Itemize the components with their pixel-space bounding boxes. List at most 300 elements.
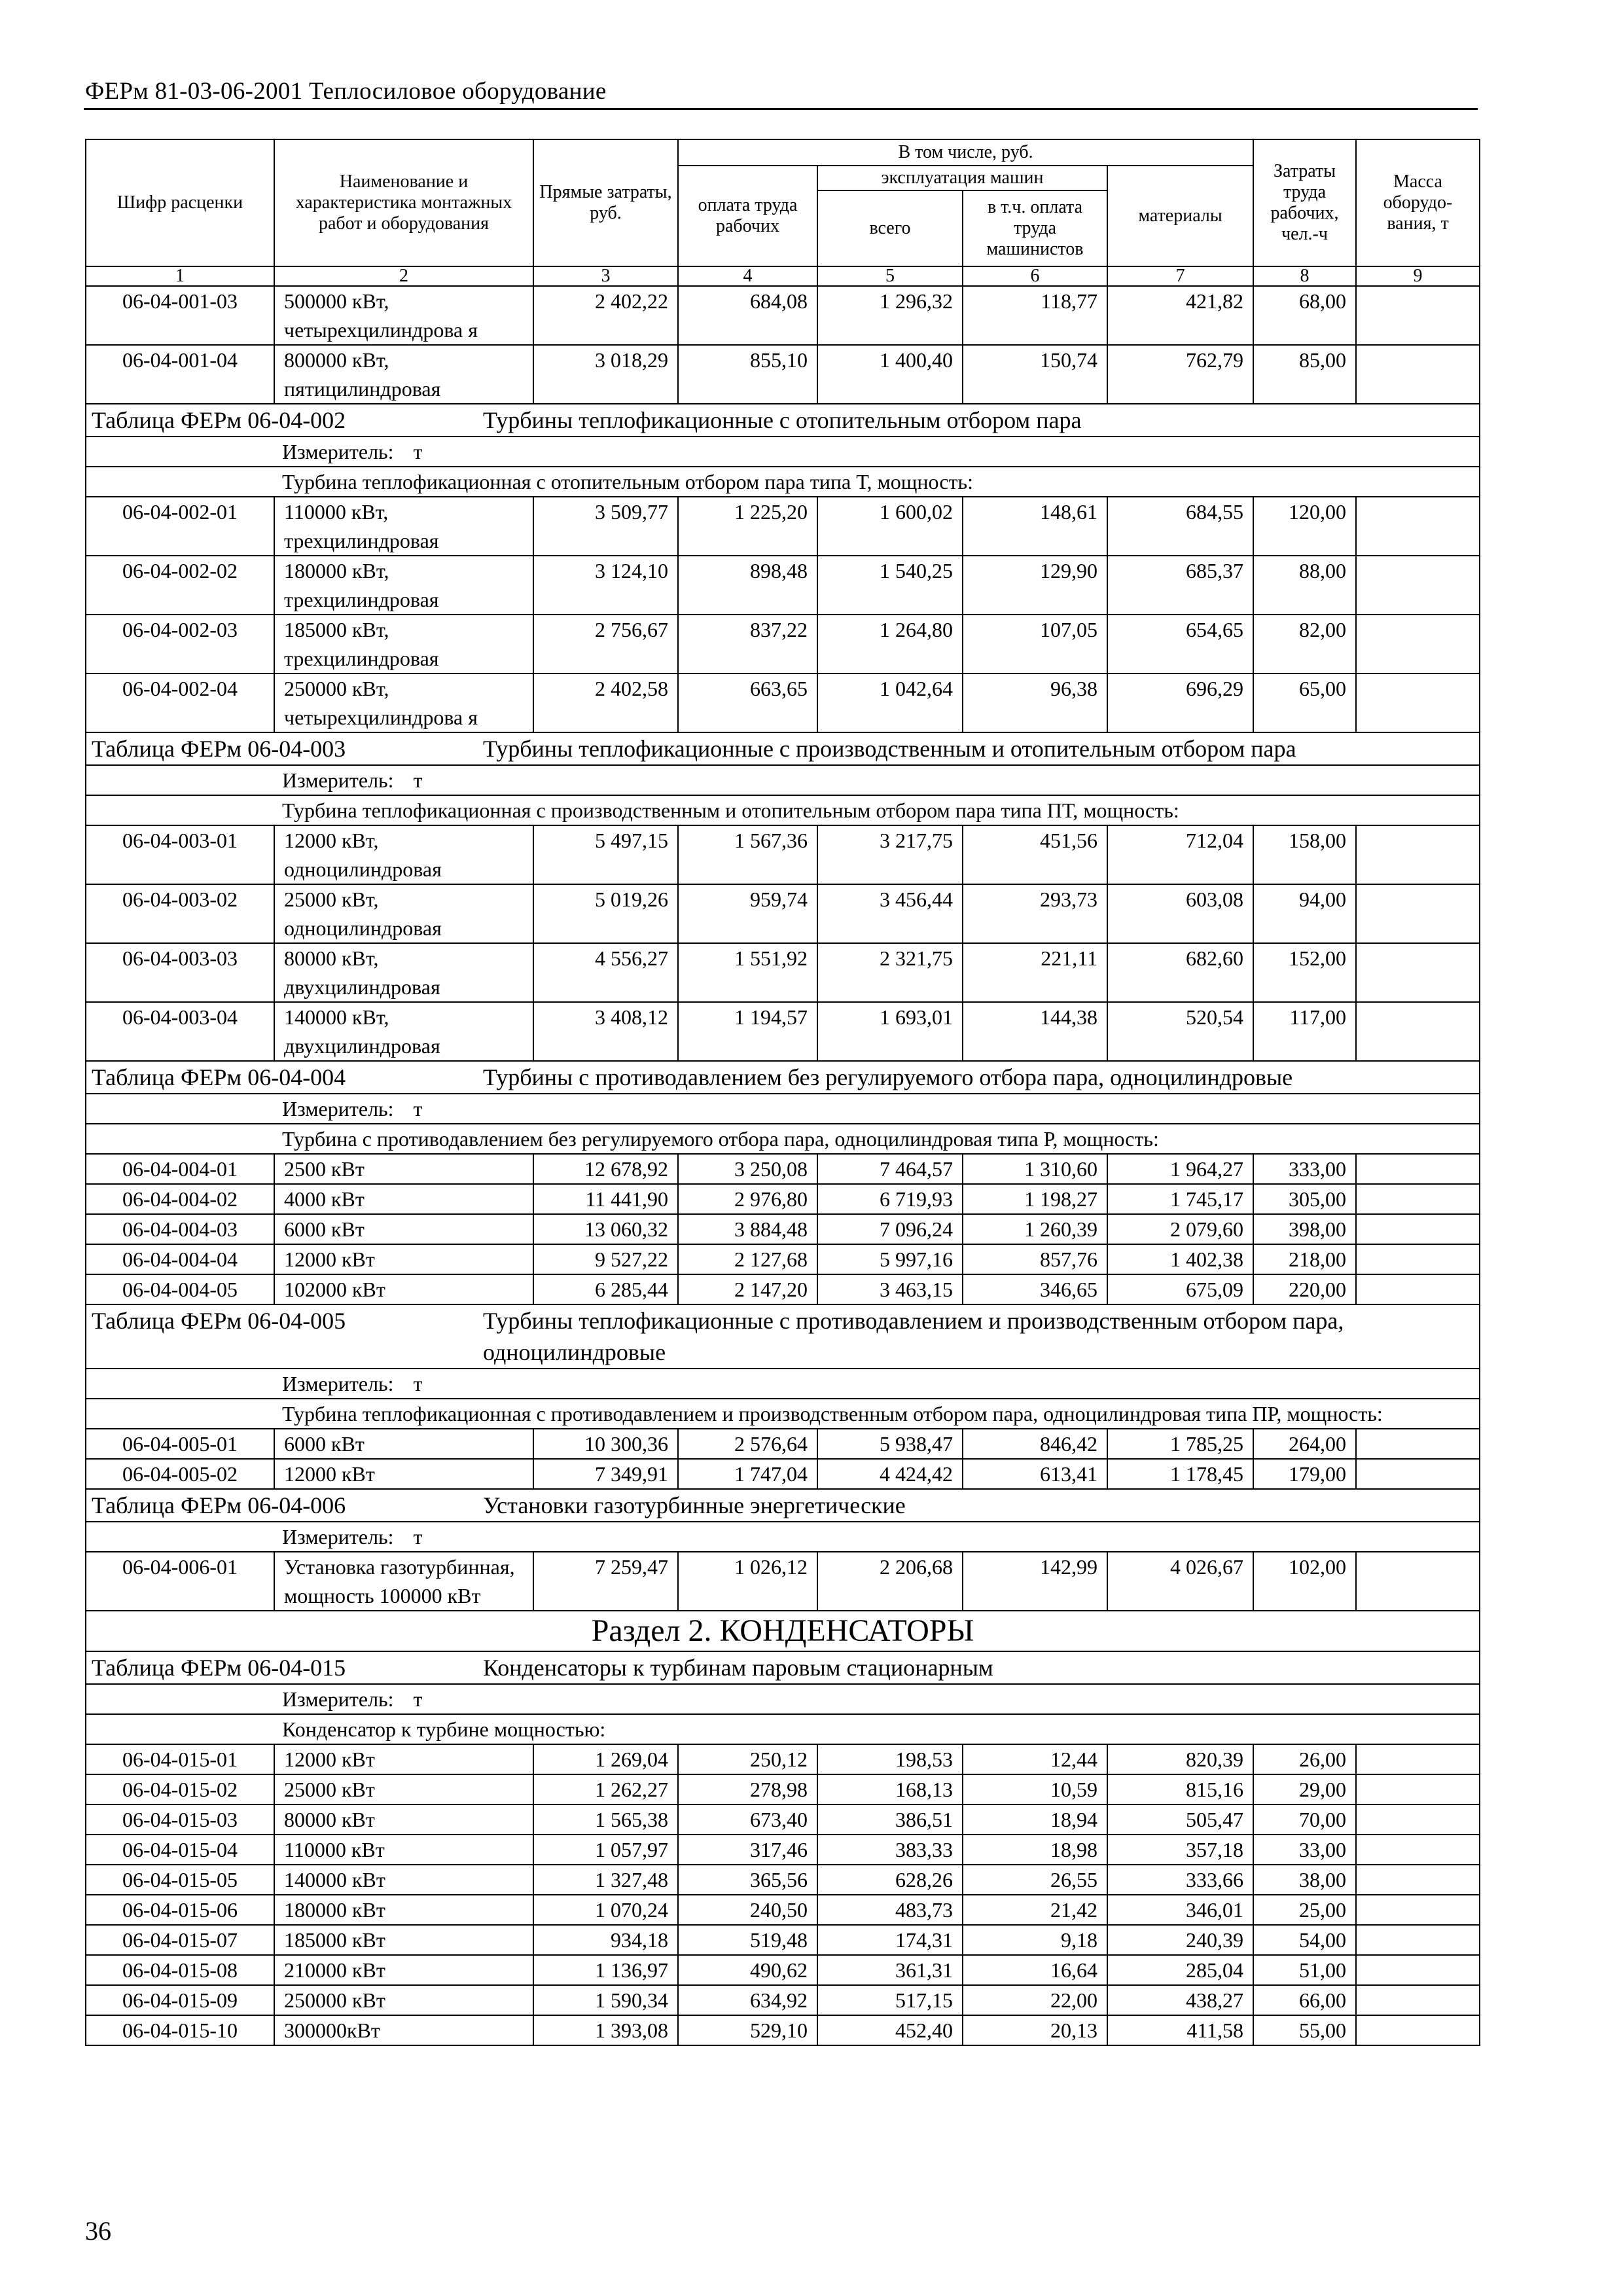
labor-cost-value: 55,00 [1253,2015,1356,2045]
work-name: 4000 кВт [274,1184,533,1214]
labor-pay-value: 529,10 [678,2015,817,2045]
equipment-mass-value [1356,2015,1480,2045]
machinist-pay-value: 22,00 [963,1985,1107,2015]
direct-costs-value: 3 018,29 [533,345,678,404]
work-name: 140000 кВт, двухцилиндровая [274,1002,533,1061]
col-header-labor-cost: Затраты труда рабочих, чел.-ч [1253,139,1356,266]
equipment-mass-value [1356,615,1480,673]
work-name: 110000 кВт [274,1835,533,1865]
document-header-title: ФЕРм 81-03-06-2001 Теплосиловое оборудование [85,78,607,105]
equipment-mass-value [1356,286,1480,345]
equipment-mass-value [1356,1002,1480,1061]
work-name: 250000 кВт, четырехцилиндрова я [274,673,533,732]
labor-cost-value: 70,00 [1253,1804,1356,1835]
column-number: 2 [274,266,533,286]
table-row [86,884,1480,943]
table-heading-row [86,732,1480,765]
direct-costs-value: 2 402,58 [533,673,678,732]
machines-total-value: 7 096,24 [817,1214,963,1244]
machines-total-value: 5 938,47 [817,1429,963,1459]
equipment-mass-value [1356,1835,1480,1865]
machines-total-value: 361,31 [817,1955,963,1985]
machinist-pay-value: 613,41 [963,1459,1107,1489]
labor-cost-value: 305,00 [1253,1184,1356,1214]
col-header-machines-total: всего [817,190,963,266]
machinist-pay-value: 12,44 [963,1744,1107,1774]
machines-total-value: 174,31 [817,1925,963,1955]
table-heading-row [86,1489,1480,1522]
table-heading-row [86,1304,1480,1369]
group-description-cell [86,467,1480,497]
labor-cost-value: 54,00 [1253,1925,1356,1955]
equipment-mass-value [1356,1744,1480,1774]
measure-unit: т [413,440,423,463]
section-heading-row [86,1611,1480,1651]
direct-costs-value: 2 756,67 [533,615,678,673]
table-heading-label: Таблица ФЕРм 06-04-006 [92,1492,346,1518]
table-row [86,1865,1480,1895]
work-name: 250000 кВт [274,1985,533,2015]
materials-value: 762,79 [1107,345,1253,404]
equipment-mass-value [1356,345,1480,404]
machinist-pay-value: 150,74 [963,345,1107,404]
labor-cost-value: 94,00 [1253,884,1356,943]
labor-cost-value: 82,00 [1253,615,1356,673]
direct-costs-value: 3 408,12 [533,1002,678,1061]
table-heading-row [86,404,1480,437]
table-row [86,345,1480,404]
labor-cost-value: 51,00 [1253,1955,1356,1985]
labor-pay-value: 240,50 [678,1895,817,1925]
table-heading-label: Таблица ФЕРм 06-04-005 [92,1308,346,1334]
table-row [86,1184,1480,1214]
direct-costs-value: 10 300,36 [533,1429,678,1459]
table-row [86,1985,1480,2015]
table-row [86,1955,1480,1985]
measure-unit-row [86,1094,1480,1124]
equipment-mass-value [1356,1925,1480,1955]
machines-total-value: 2 206,68 [817,1552,963,1611]
direct-costs-value: 5 019,26 [533,884,678,943]
materials-value: 2 079,60 [1107,1214,1253,1244]
work-name: 80000 кВт, двухцилиндровая [274,943,533,1002]
direct-costs-value: 934,18 [533,1925,678,1955]
table-row [86,286,1480,345]
rate-code: 06-04-006-01 [86,1552,274,1611]
rate-code: 06-04-015-01 [86,1744,274,1774]
table-heading-title: Турбины теплофикационные с отопительным отбором пара [483,407,1082,433]
machines-total-value: 1 042,64 [817,673,963,732]
measure-unit: т [413,1525,423,1549]
equipment-mass-value [1356,1459,1480,1489]
table-heading-title: Турбины теплофикационные с производственным и отопительным отбором пара [483,736,1296,762]
rate-code: 06-04-015-09 [86,1985,274,2015]
work-name: 6000 кВт [274,1429,533,1459]
machinist-pay-value: 144,38 [963,1002,1107,1061]
machines-total-value: 386,51 [817,1804,963,1835]
table-heading [92,1305,1474,1368]
rate-code: 06-04-003-04 [86,1002,274,1061]
equipment-mass-value [1356,1865,1480,1895]
column-number: 7 [1107,266,1253,286]
rate-code: 06-04-004-02 [86,1184,274,1214]
labor-pay-value: 1 551,92 [678,943,817,1002]
measure-unit-cell [86,1522,1480,1552]
table-row [86,1835,1480,1865]
rate-code: 06-04-004-04 [86,1244,274,1274]
labor-cost-value: 66,00 [1253,1985,1356,2015]
work-name: 180000 кВт, трехцилиндровая [274,556,533,615]
labor-pay-value: 634,92 [678,1985,817,2015]
column-number: 3 [533,266,678,286]
measure-unit: т [413,1097,423,1121]
labor-cost-value: 38,00 [1253,1865,1356,1895]
machinist-pay-value: 1 260,39 [963,1214,1107,1244]
table-row [86,825,1480,884]
direct-costs-value: 9 527,22 [533,1244,678,1274]
measure-unit-cell [86,437,1480,467]
direct-costs-value: 2 402,22 [533,286,678,345]
labor-pay-value: 2 576,64 [678,1429,817,1459]
materials-value: 411,58 [1107,2015,1253,2045]
rate-code: 06-04-015-05 [86,1865,274,1895]
table-row [86,556,1480,615]
group-description-cell [86,1399,1480,1429]
machinist-pay-value: 118,77 [963,286,1107,345]
direct-costs-value: 1 590,34 [533,1985,678,2015]
machinist-pay-value: 293,73 [963,884,1107,943]
labor-cost-value: 85,00 [1253,345,1356,404]
rate-code: 06-04-003-02 [86,884,274,943]
labor-cost-value: 179,00 [1253,1459,1356,1489]
table-row [86,1002,1480,1061]
machines-total-value: 3 456,44 [817,884,963,943]
machines-total-value: 4 424,42 [817,1459,963,1489]
labor-pay-value: 278,98 [678,1774,817,1804]
column-number-row [86,266,1480,286]
labor-pay-value: 250,12 [678,1744,817,1774]
rate-code: 06-04-015-06 [86,1895,274,1925]
materials-value: 346,01 [1107,1895,1253,1925]
direct-costs-value: 7 349,91 [533,1459,678,1489]
labor-cost-value: 26,00 [1253,1744,1356,1774]
column-number: 9 [1356,266,1480,286]
machines-total-value: 5 997,16 [817,1244,963,1274]
measure-label: Измеритель: [282,1372,394,1395]
labor-cost-value: 398,00 [1253,1214,1356,1244]
machines-total-value: 168,13 [817,1774,963,1804]
group-description: Турбина теплофикационная с отопительным отбором пара типа Т, мощность: [282,470,974,493]
rate-code: 06-04-004-05 [86,1274,274,1304]
labor-cost-value: 25,00 [1253,1895,1356,1925]
measure-unit: т [413,1687,423,1711]
table-row [86,1429,1480,1459]
machinist-pay-value: 18,98 [963,1835,1107,1865]
rate-code: 06-04-001-04 [86,345,274,404]
direct-costs-value: 5 497,15 [533,825,678,884]
measure-label: Измеритель: [282,768,394,792]
rate-code: 06-04-015-08 [86,1955,274,1985]
direct-costs-value: 12 678,92 [533,1154,678,1184]
measure-unit-row [86,437,1480,467]
labor-pay-value: 2 127,68 [678,1244,817,1274]
equipment-mass-value [1356,825,1480,884]
materials-value: 333,66 [1107,1865,1253,1895]
table-row [86,673,1480,732]
machinist-pay-value: 1 310,60 [963,1154,1107,1184]
materials-value: 682,60 [1107,943,1253,1002]
labor-cost-value: 152,00 [1253,943,1356,1002]
direct-costs-value: 3 509,77 [533,497,678,556]
work-name: 12000 кВт, одноцилиндровая [274,825,533,884]
measure-unit-cell [86,1684,1480,1714]
equipment-mass-value [1356,1244,1480,1274]
materials-value: 684,55 [1107,497,1253,556]
col-header-machinist-pay: в т.ч. оплата труда машинистов [963,190,1107,266]
table-heading [92,404,1474,436]
measure-label: Измеритель: [282,1687,394,1711]
machinist-pay-value: 346,65 [963,1274,1107,1304]
machines-total-value: 483,73 [817,1895,963,1925]
table-row [86,1895,1480,1925]
rate-code: 06-04-002-04 [86,673,274,732]
labor-pay-value: 2 976,80 [678,1184,817,1214]
work-name: 25000 кВт [274,1774,533,1804]
labor-cost-value: 29,00 [1253,1774,1356,1804]
materials-value: 1 745,17 [1107,1184,1253,1214]
machinist-pay-value: 148,61 [963,497,1107,556]
work-name: 210000 кВт [274,1955,533,1985]
equipment-mass-value [1356,943,1480,1002]
machinist-pay-value: 26,55 [963,1865,1107,1895]
col-header-labor-pay: оплата труда рабочих [678,166,817,266]
measure-unit-cell [86,1369,1480,1399]
work-name: 12000 кВт [274,1459,533,1489]
table-row [86,1744,1480,1774]
direct-costs-value: 1 327,48 [533,1865,678,1895]
work-name: 300000кВт [274,2015,533,2045]
work-name: 12000 кВт [274,1244,533,1274]
table-row [86,1552,1480,1611]
rate-code: 06-04-004-01 [86,1154,274,1184]
work-name: 2500 кВт [274,1154,533,1184]
equipment-mass-value [1356,1429,1480,1459]
column-number: 1 [86,266,274,286]
measure-label: Измеритель: [282,1097,394,1121]
group-description-row [86,467,1480,497]
direct-costs-value: 6 285,44 [533,1274,678,1304]
table-row [86,1154,1480,1184]
table-heading-title: Турбины с противодавлением без регулируемого отбора пара, одноцилиндровые [483,1064,1293,1090]
table-row [86,1774,1480,1804]
labor-cost-value: 218,00 [1253,1244,1356,1274]
group-description-row [86,1714,1480,1744]
materials-value: 1 785,25 [1107,1429,1253,1459]
materials-value: 712,04 [1107,825,1253,884]
machinist-pay-value: 20,13 [963,2015,1107,2045]
measure-unit: т [413,768,423,792]
rate-code: 06-04-015-10 [86,2015,274,2045]
column-number: 5 [817,266,963,286]
machines-total-value: 1 296,32 [817,286,963,345]
machines-total-value: 2 321,75 [817,943,963,1002]
measure-unit-cell [86,765,1480,795]
labor-cost-value: 88,00 [1253,556,1356,615]
machinist-pay-value: 10,59 [963,1774,1107,1804]
measure-unit-row [86,765,1480,795]
labor-cost-value: 120,00 [1253,497,1356,556]
machines-total-value: 1 540,25 [817,556,963,615]
measure-unit: т [413,1372,423,1395]
column-number: 8 [1253,266,1356,286]
table-row [86,1244,1480,1274]
col-header-mass: Масса оборудо-вания, т [1356,139,1480,266]
labor-cost-value: 117,00 [1253,1002,1356,1061]
equipment-mass-value [1356,1955,1480,1985]
col-header-name: Наименование и характеристика монтажных работ и оборудования [274,139,533,266]
labor-pay-value: 317,46 [678,1835,817,1865]
direct-costs-value: 1 262,27 [533,1774,678,1804]
table-row [86,1274,1480,1304]
machines-total-value: 3 463,15 [817,1274,963,1304]
machines-total-value: 6 719,93 [817,1184,963,1214]
page-number: 36 [85,2216,111,2246]
direct-costs-value: 4 556,27 [533,943,678,1002]
direct-costs-value: 13 060,32 [533,1214,678,1244]
col-header-code: Шифр расценки [86,139,274,266]
equipment-mass-value [1356,1804,1480,1835]
direct-costs-value: 1 269,04 [533,1744,678,1774]
machinist-pay-value: 21,42 [963,1895,1107,1925]
machines-total-value: 198,53 [817,1744,963,1774]
labor-cost-value: 33,00 [1253,1835,1356,1865]
table-heading-cell [86,1651,1480,1684]
table-heading-cell [86,1304,1480,1369]
materials-value: 520,54 [1107,1002,1253,1061]
labor-cost-value: 333,00 [1253,1154,1356,1184]
direct-costs-value: 3 124,10 [533,556,678,615]
table-heading-label: Таблица ФЕРм 06-04-002 [92,407,346,433]
machinist-pay-value: 107,05 [963,615,1107,673]
materials-value: 815,16 [1107,1774,1253,1804]
materials-value: 696,29 [1107,673,1253,732]
measure-unit-row [86,1684,1480,1714]
rate-code: 06-04-015-02 [86,1774,274,1804]
labor-pay-value: 837,22 [678,615,817,673]
materials-value: 505,47 [1107,1804,1253,1835]
equipment-mass-value [1356,1154,1480,1184]
machines-total-value: 1 600,02 [817,497,963,556]
materials-value: 240,39 [1107,1925,1253,1955]
table-heading [92,1490,1474,1521]
work-name: Установка газотурбинная, мощность 100000 кВт [274,1552,533,1611]
materials-value: 1 964,27 [1107,1154,1253,1184]
machinist-pay-value: 1 198,27 [963,1184,1107,1214]
group-description: Турбина теплофикационная с противодавлением и производственным отбором пара, одноцилиндровая типа ПР, мощность: [282,1402,1383,1426]
equipment-mass-value [1356,1774,1480,1804]
table-row [86,1804,1480,1835]
labor-pay-value: 1 747,04 [678,1459,817,1489]
column-number: 6 [963,266,1107,286]
table-heading-cell [86,1061,1480,1094]
labor-pay-value: 3 884,48 [678,1214,817,1244]
materials-value: 421,82 [1107,286,1253,345]
machinist-pay-value: 16,64 [963,1955,1107,1985]
direct-costs-value: 1 070,24 [533,1895,678,1925]
table-heading-title: Турбины теплофикационные с противодавлением и производственным отбором пара, одноцилиндровые [483,1308,1344,1365]
labor-pay-value: 673,40 [678,1804,817,1835]
table-heading-label: Таблица ФЕРм 06-04-015 [92,1655,346,1681]
work-name: 140000 кВт [274,1865,533,1895]
labor-cost-value: 68,00 [1253,286,1356,345]
group-description-cell [86,795,1480,825]
equipment-mass-value [1356,1184,1480,1214]
machines-total-value: 452,40 [817,2015,963,2045]
machines-total-value: 628,26 [817,1865,963,1895]
materials-value: 603,08 [1107,884,1253,943]
measure-unit-row [86,1369,1480,1399]
machines-total-value: 3 217,75 [817,825,963,884]
rate-code: 06-04-002-03 [86,615,274,673]
equipment-mass-value [1356,556,1480,615]
table-row [86,2015,1480,2045]
labor-cost-value: 102,00 [1253,1552,1356,1611]
work-name: 102000 кВт [274,1274,533,1304]
measure-unit-cell [86,1094,1480,1124]
group-description: Турбина теплофикационная с производственным и отопительным отбором пара типа ПТ, мощность: [282,798,1179,822]
labor-pay-value: 959,74 [678,884,817,943]
measure-label: Измеритель: [282,440,394,463]
rate-code: 06-04-002-02 [86,556,274,615]
equipment-mass-value [1356,497,1480,556]
machines-total-value: 1 264,80 [817,615,963,673]
col-header-direct-costs: Прямые затраты, руб. [533,139,678,266]
labor-pay-value: 3 250,08 [678,1154,817,1184]
group-description-row [86,1399,1480,1429]
labor-cost-value: 264,00 [1253,1429,1356,1459]
machinist-pay-value: 9,18 [963,1925,1107,1955]
table-row [86,1459,1480,1489]
materials-value: 820,39 [1107,1744,1253,1774]
col-header-materials: материалы [1107,166,1253,266]
group-description-row [86,795,1480,825]
equipment-mass-value [1356,673,1480,732]
materials-value: 1 178,45 [1107,1459,1253,1489]
equipment-mass-value [1356,1214,1480,1244]
measure-label: Измеритель: [282,1525,394,1549]
materials-value: 438,27 [1107,1985,1253,2015]
labor-pay-value: 684,08 [678,286,817,345]
machinist-pay-value: 857,76 [963,1244,1107,1274]
table-heading-cell [86,732,1480,765]
rate-code: 06-04-015-04 [86,1835,274,1865]
rate-code: 06-04-003-01 [86,825,274,884]
labor-cost-value: 158,00 [1253,825,1356,884]
direct-costs-value: 11 441,90 [533,1184,678,1214]
work-name: 185000 кВт [274,1925,533,1955]
table-heading-title: Конденсаторы к турбинам паровым стационарным [483,1655,993,1681]
rate-code: 06-04-002-01 [86,497,274,556]
group-description-cell [86,1714,1480,1744]
machines-total-value: 517,15 [817,1985,963,2015]
materials-value: 4 026,67 [1107,1552,1253,1611]
table-heading-label: Таблица ФЕРм 06-04-004 [92,1064,346,1090]
work-name: 80000 кВт [274,1804,533,1835]
machines-total-value: 7 464,57 [817,1154,963,1184]
labor-pay-value: 898,48 [678,556,817,615]
table-row [86,497,1480,556]
work-name: 800000 кВт, пятицилиндровая [274,345,533,404]
